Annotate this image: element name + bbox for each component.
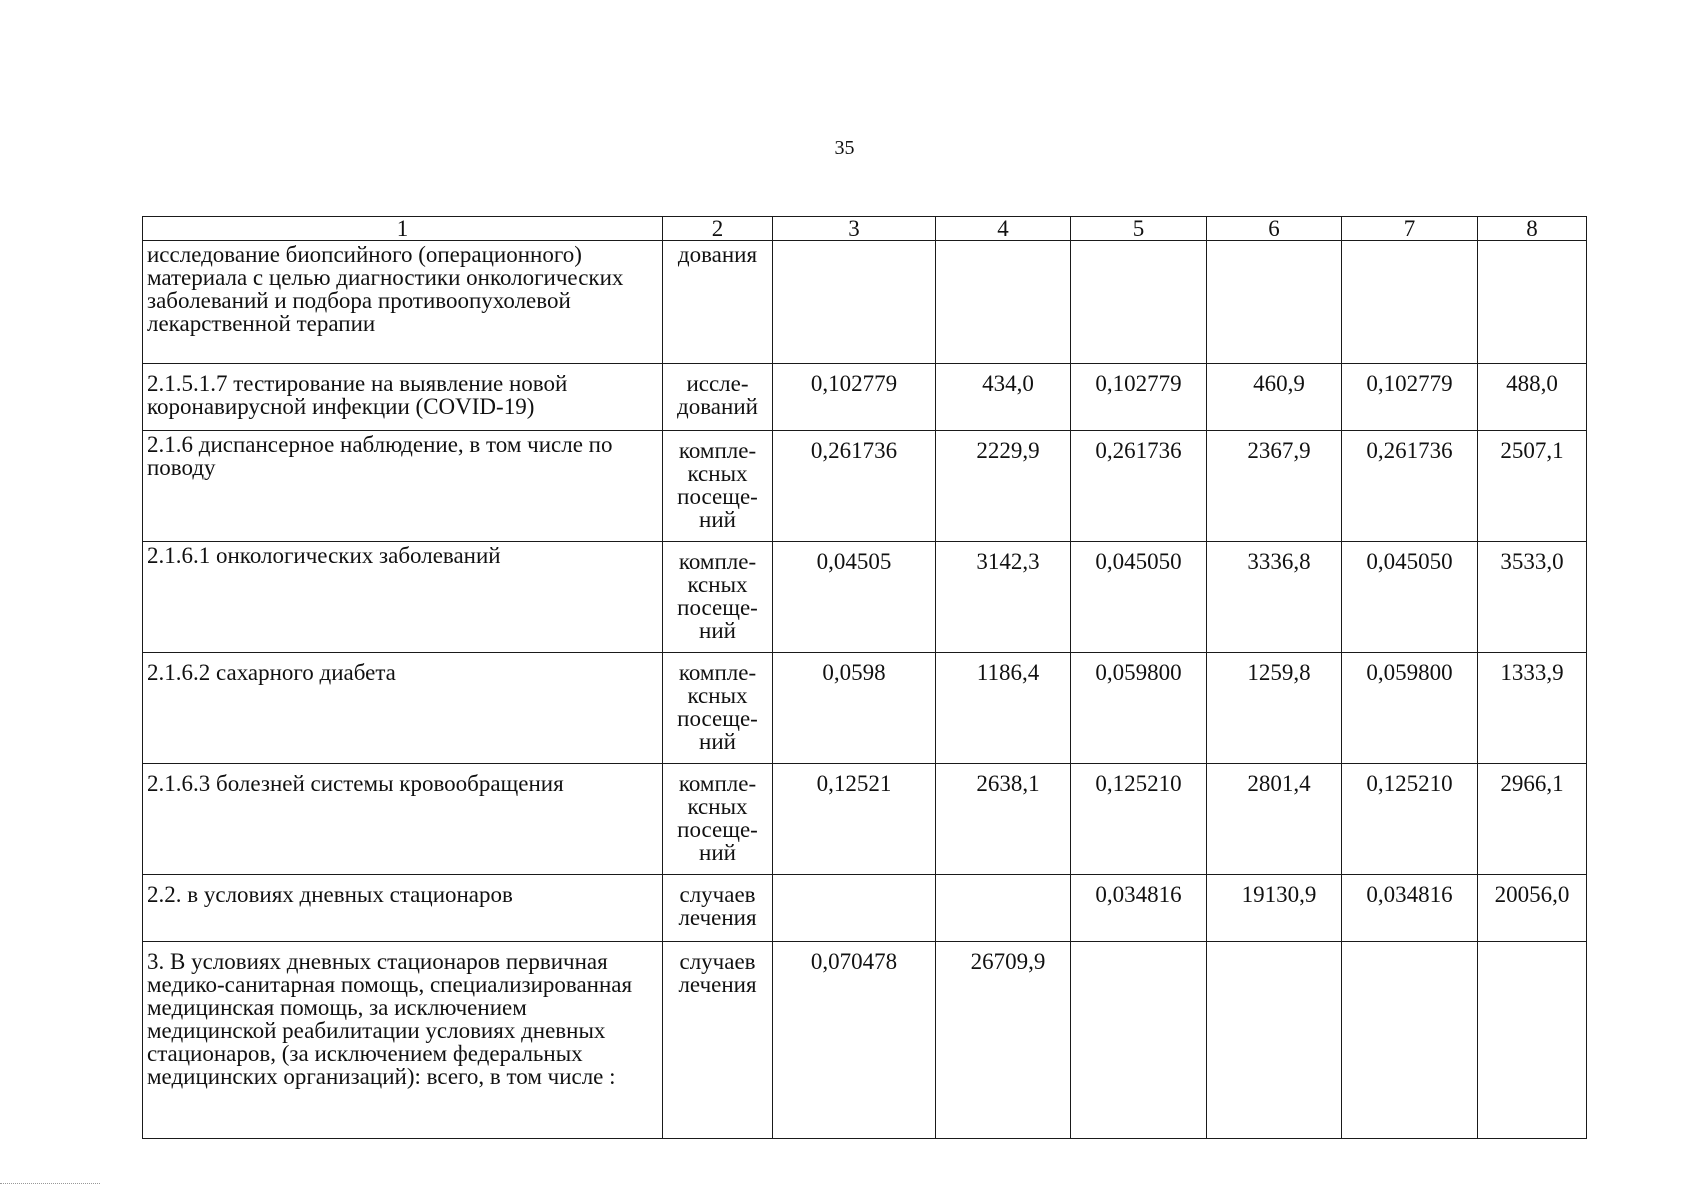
value-cell [1478,942,1587,1139]
row-name-cell: 2.1.6.3 болезней системы кровообращения [143,764,663,875]
value-cell: 0,059800 [1342,653,1478,764]
header-cell: 1 [143,217,663,241]
value-cell: 26709,9 [936,942,1071,1139]
value-cell: 2638,1 [936,764,1071,875]
table-row [143,431,1587,542]
value-cell: 0,070478 [773,942,936,1139]
value-cell: 0,045050 [1071,542,1207,653]
value-cell: 0,125210 [1071,764,1207,875]
table-row [143,241,1587,364]
value-cell: 2507,1 [1478,431,1587,542]
table-row [143,542,1587,653]
value-cell: 3142,3 [936,542,1071,653]
value-cell: 0,045050 [1342,542,1478,653]
value-cell: 488,0 [1478,364,1587,431]
value-cell: 0,034816 [1342,875,1478,942]
header-cell: 7 [1342,217,1478,241]
header-cell: 3 [773,217,936,241]
value-cell: 20056,0 [1478,875,1587,942]
value-cell: 0,261736 [1342,431,1478,542]
value-cell [1207,942,1342,1139]
value-cell [1071,241,1207,364]
value-cell [773,875,936,942]
header-cell: 4 [936,217,1071,241]
header-cell: 8 [1478,217,1587,241]
table-header-row [143,217,1587,241]
table-row [143,364,1587,431]
value-cell: 1333,9 [1478,653,1587,764]
value-cell: 0,059800 [1071,653,1207,764]
value-cell [1342,942,1478,1139]
row-unit-cell: компле-ксных посеще-ний [663,431,773,542]
value-cell: 0,261736 [773,431,936,542]
value-cell: 1259,8 [1207,653,1342,764]
row-name-cell: 2.1.6.2 сахарного диабета [143,653,663,764]
value-cell [936,875,1071,942]
value-cell: 0,0598 [773,653,936,764]
value-cell: 2966,1 [1478,764,1587,875]
header-cell: 5 [1071,217,1207,241]
row-unit-cell: случаев лечения [663,875,773,942]
value-cell [936,241,1071,364]
value-cell: 2229,9 [936,431,1071,542]
value-cell: 0,034816 [1071,875,1207,942]
value-cell: 19130,9 [1207,875,1342,942]
value-cell: 0,261736 [1071,431,1207,542]
scan-edge-line [0,1183,100,1184]
row-name-cell: 2.1.5.1.7 тестирование на выявление новой коронавирусной инфекции (COVID-19) [143,364,663,431]
row-name-cell: 2.1.6 диспансерное наблюдение, в том числе по поводу [143,431,663,542]
value-cell [773,241,936,364]
table-row [143,764,1587,875]
value-cell: 0,04505 [773,542,936,653]
value-cell [1342,241,1478,364]
value-cell: 2367,9 [1207,431,1342,542]
row-unit-cell: дования [663,241,773,364]
value-cell [1478,241,1587,364]
value-cell: 3533,0 [1478,542,1587,653]
table-row [143,942,1587,1139]
value-cell: 0,125210 [1342,764,1478,875]
row-unit-cell: компле-ксных посеще-ний [663,764,773,875]
page-number: 35 [834,137,855,159]
value-cell: 0,102779 [1071,364,1207,431]
row-name-cell: 2.2. в условиях дневных стационаров [143,875,663,942]
header-cell: 6 [1207,217,1342,241]
row-unit-cell: случаев лечения [663,942,773,1139]
value-cell: 0,102779 [773,364,936,431]
value-cell: 0,12521 [773,764,936,875]
table-row [143,653,1587,764]
value-cell: 460,9 [1207,364,1342,431]
row-unit-cell: компле-ксных посеще-ний [663,542,773,653]
row-name-cell: 2.1.6.1 онкологических заболеваний [143,542,663,653]
table-row [143,875,1587,942]
header-cell: 2 [663,217,773,241]
row-name-cell: исследование биопсийного (операционного) материала с целью диагностики онкологических заболеваний и подбора противоопухолевой лекарственной терапии [143,241,663,364]
value-cell: 434,0 [936,364,1071,431]
row-name-cell: 3. В условиях дневных стационаров первичная медико-санитарная помощь, специализированная медицинская помощь, за исключением медицинской реабилитации условиях дневных стационаров, (за исключением федеральных медицинских организаций): всего, в том числе : [143,942,663,1139]
data-table [142,216,1587,1139]
row-unit-cell: иссле-дований [663,364,773,431]
value-cell [1207,241,1342,364]
value-cell: 0,102779 [1342,364,1478,431]
value-cell [1071,942,1207,1139]
value-cell: 3336,8 [1207,542,1342,653]
value-cell: 1186,4 [936,653,1071,764]
row-unit-cell: компле-ксных посеще-ний [663,653,773,764]
value-cell: 2801,4 [1207,764,1342,875]
